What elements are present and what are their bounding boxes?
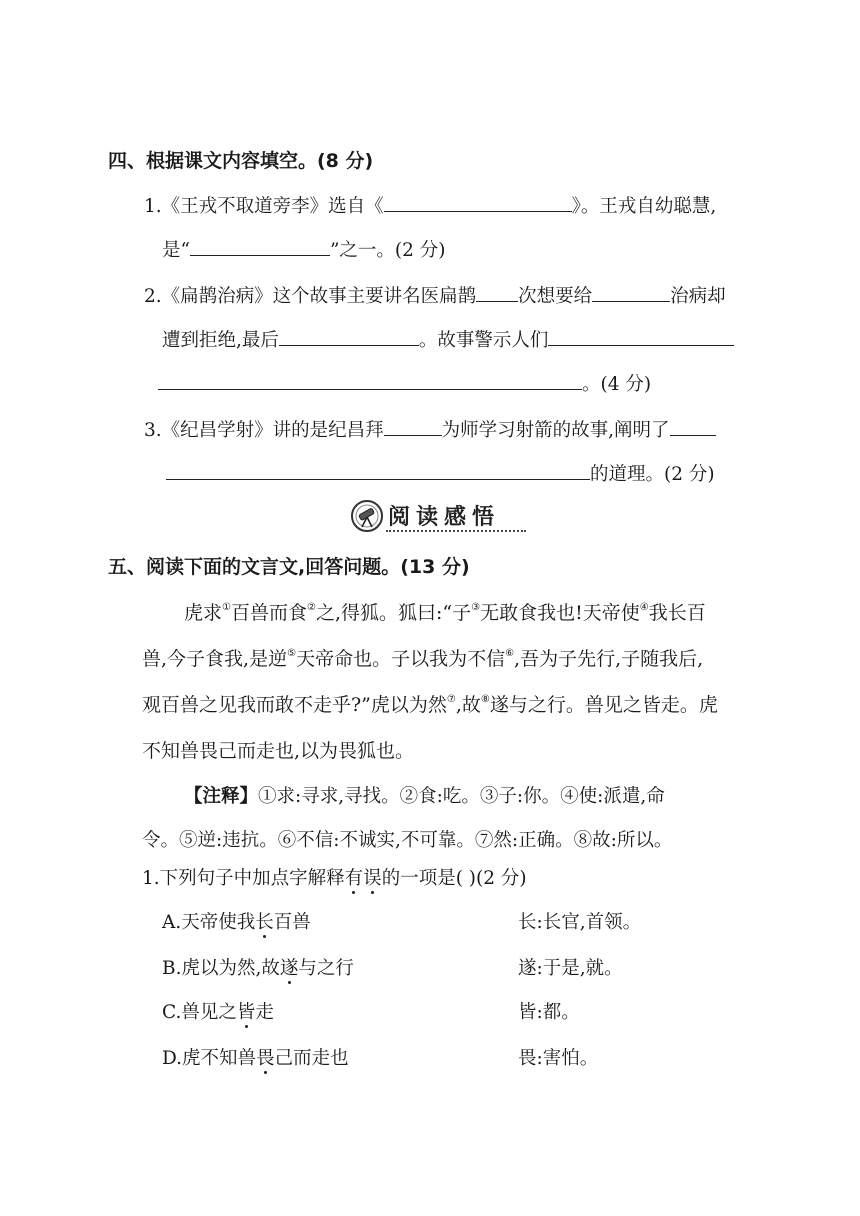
passage-text: 遂与之行。兽见之皆走。虎 xyxy=(489,694,718,716)
q2-text-a: 2.《扁鹊治病》这个故事主要讲名医扁鹊 xyxy=(144,286,477,307)
option-text: D.虎不知兽 xyxy=(162,1048,257,1069)
q2-blank-result[interactable] xyxy=(279,329,419,346)
q3-text-a: 3.《纪昌学射》讲的是纪昌拜 xyxy=(144,420,384,441)
option-text: 百兽 xyxy=(273,912,311,933)
telescope-icon xyxy=(350,499,384,533)
q2-line1 xyxy=(144,282,726,308)
note-marker: ④ xyxy=(639,602,649,613)
note-marker: ② xyxy=(307,602,316,613)
option-a-explain: 长:长官,首领。 xyxy=(518,912,642,933)
note-marker: ⑦ xyxy=(446,694,456,705)
q2-text-b: 次想要给 xyxy=(518,286,593,307)
notes-line2: 令。⑤逆:违抗。⑥不信:不诚实,不可靠。⑦然:正确。⑧故:所以。 xyxy=(142,830,673,851)
passage-line2 xyxy=(142,644,703,671)
q2-blank-patient[interactable] xyxy=(592,285,670,302)
banner-underline xyxy=(386,530,526,532)
q3-line1 xyxy=(144,416,716,442)
notes-text: ①求:寻求,寻找。②食:吃。③子:你。④使:派遣,命 xyxy=(258,786,665,807)
option-text: B.虎以为然,故 xyxy=(162,958,280,979)
stem-text: 1.下列句子中加点字解释 xyxy=(142,868,345,889)
dotted-char: 皆 xyxy=(236,1002,256,1023)
q2-blank-times[interactable] xyxy=(476,285,518,302)
passage-text: 无敢食我也!天帝使 xyxy=(480,602,640,624)
q3-blank-moral-b[interactable] xyxy=(166,463,590,480)
passage-line3 xyxy=(142,690,718,717)
q3-text-c: 的道理。(2 分) xyxy=(590,464,715,485)
q1-text-d: ”之一。(2 分) xyxy=(329,240,446,261)
stem-text: 的一项是( )(2 分) xyxy=(381,868,527,889)
notes-label: 【注释】 xyxy=(184,786,259,807)
passage-text: 我长百 xyxy=(648,602,706,624)
option-text: 己而走也 xyxy=(274,1048,349,1069)
q2-text-f: 。(4 分) xyxy=(582,374,652,395)
passage-text: 百兽而食 xyxy=(230,602,307,624)
passage-line4: 不知兽畏己而走也,以为畏狐也。 xyxy=(142,740,415,762)
option-text: 走 xyxy=(255,1002,274,1023)
q3-blank-moral-a[interactable] xyxy=(670,419,716,436)
option-d[interactable] xyxy=(162,1044,349,1070)
dotted-char: 有 xyxy=(344,868,364,889)
q2-blank-lesson-a[interactable] xyxy=(548,329,734,346)
note-marker: ① xyxy=(222,602,231,613)
q1-text-a: 1.《王戎不取道旁李》选自《 xyxy=(144,196,384,217)
q2-text-c: 治病却 xyxy=(670,286,726,307)
option-a[interactable] xyxy=(162,908,311,934)
note-marker: ⑤ xyxy=(287,648,297,659)
notes-line1 xyxy=(184,782,665,808)
option-c-explain: 皆:都。 xyxy=(518,1002,580,1023)
q3-text-b: 为师学习射箭的故事,阐明了 xyxy=(441,420,670,441)
option-d-explain: 畏:害怕。 xyxy=(518,1048,599,1069)
passage-text: ,故 xyxy=(455,694,481,716)
section4-heading: 四、根据课文内容填空。(8 分) xyxy=(108,150,374,172)
section5-heading: 五、阅读下面的文言文,回答问题。(13 分) xyxy=(108,556,470,578)
q1-line1 xyxy=(144,192,716,218)
dotted-char: 误 xyxy=(363,868,382,889)
note-marker: ③ xyxy=(471,602,481,613)
q3-blank-teacher[interactable] xyxy=(384,419,442,436)
option-b[interactable] xyxy=(162,954,354,980)
option-b-explain: 遂:于是,就。 xyxy=(518,958,623,979)
option-text: C.兽见之 xyxy=(162,1002,237,1023)
banner-title: 阅读感悟 xyxy=(388,505,501,530)
passage-text: 天帝命也。子以我为不信 xyxy=(296,648,506,670)
dotted-char: 畏 xyxy=(256,1048,275,1069)
q1-blank-title[interactable] xyxy=(190,239,330,256)
question1-stem xyxy=(142,864,527,890)
dotted-char: 遂 xyxy=(279,958,299,979)
note-marker: ⑧ xyxy=(480,694,490,705)
option-c[interactable] xyxy=(162,998,274,1024)
note-marker: ⑥ xyxy=(505,648,515,659)
q1-blank-book[interactable] xyxy=(384,195,572,212)
passage-text: ,吾为子先行,子随我后, xyxy=(514,648,704,670)
q3-line2 xyxy=(166,460,715,486)
passage-text: 之,得狐。狐曰:“子 xyxy=(315,602,472,624)
option-text: A.天帝使我 xyxy=(162,912,256,933)
passage-text: 兽,今子食我,是逆 xyxy=(142,648,288,670)
q2-text-d: 遭到拒绝,最后 xyxy=(162,330,279,351)
q2-line2 xyxy=(162,326,734,352)
passage-line1 xyxy=(184,598,706,625)
q1-text-b: 》。王戎自幼聪慧, xyxy=(571,196,717,217)
passage-text: 虎求 xyxy=(184,602,223,624)
q1-text-c: 是“ xyxy=(162,240,190,261)
option-text: 与之行 xyxy=(298,958,354,979)
q2-text-e: 。故事警示人们 xyxy=(418,330,549,351)
q1-line2 xyxy=(162,236,446,262)
passage-text: 观百兽之见我而敢不走乎?”虎以为然 xyxy=(142,694,447,716)
q2-line3 xyxy=(158,370,651,396)
q2-blank-lesson-b[interactable] xyxy=(158,373,582,390)
dotted-char: 长 xyxy=(255,912,274,933)
reading-banner xyxy=(350,496,530,536)
